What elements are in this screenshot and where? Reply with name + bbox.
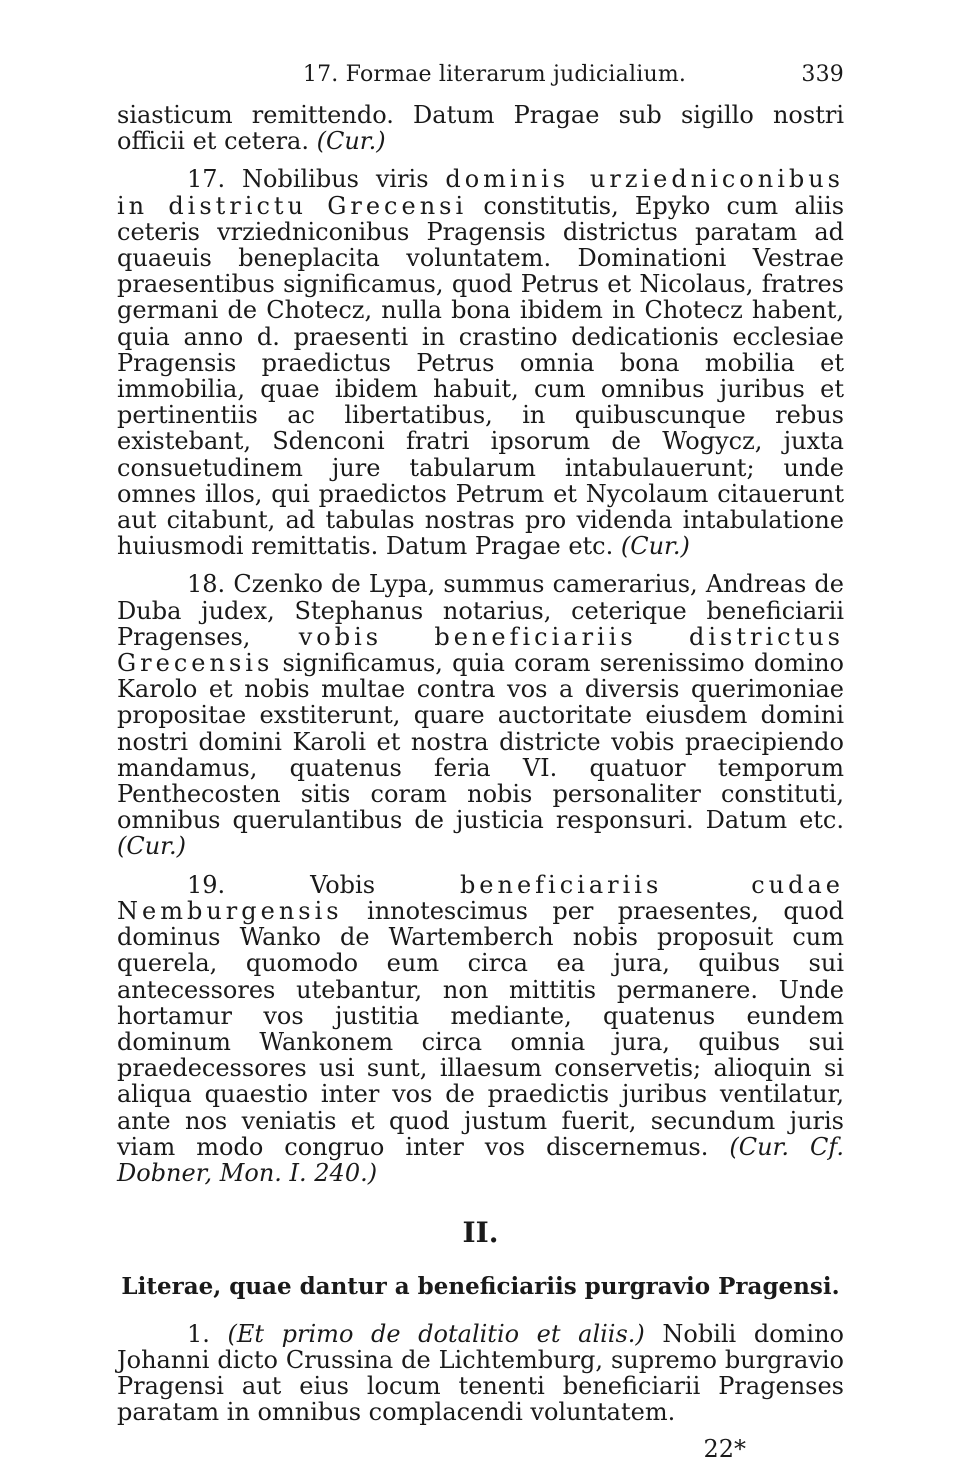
paragraph-1 — [117, 1321, 844, 1426]
citation: (Cur. Cf. Dobner, Mon. I. 240.) — [117, 1132, 844, 1187]
document-page — [117, 62, 844, 1463]
signature-mark: 22* — [703, 1435, 746, 1463]
paragraph-text: Nobilibus viris — [225, 165, 446, 194]
citation: (Cur.) — [117, 832, 187, 861]
section-numeral: II. — [462, 1216, 499, 1250]
citation: (Cur.) — [620, 532, 690, 561]
paragraph-text: innotescimus per praesentes, quod dominus Wanko de Wartemberch nobis proposuit cum querela, quomodo eum circa ea jura, quibus sui antecessores utebantur, non mittitis permanere. Unde hortamur vos justitia mediante, quatenus eundem dominum Wankonem circa omnia jura, quibus sui praedecessores usi sunt, illaesum conservetis; alioquin si aliqua quaestio inter vos de praedictis juribus ventilatur, ante nos veniatis et quod justum fuerit, secundum juris viam modo congruo inter vos discernemus. — [117, 896, 844, 1161]
citation: (Cur.) — [316, 127, 386, 156]
paragraph-text: Vobis — [225, 870, 460, 899]
spaced-addressee: beneficiariis cudae Nemburgensis — [117, 870, 844, 925]
section-heading: Literae, quae dantur a beneficiariis purgravio Pragensi. — [121, 1273, 840, 1301]
paragraph-text: Nobili domino Johanni dicto Crussina de Lichtemburg, supremo burgravio Pragensi aut eius locum tenenti beneficiarii Pragenses paratam in omnibus complacendi voluntatem. — [117, 1319, 844, 1427]
paragraph-18 — [117, 571, 844, 859]
spaced-addressee: vobis beneficiariis districtus Grecensis — [117, 622, 844, 678]
body-text — [117, 102, 844, 1425]
paragraph-text: significamus, quia coram serenissimo domino Karolo et nobis multae contra vos a diversis querimoniae propositae exstiterunt, quare auctoritate eiusdem domini nostri domini Karoli et nostra districte vobis praecipiendo mandamus, quatenus feria VI. quatuor temporum Penthecosten sitis coram nobis personaliter constituti, omnibus querulantibus de justicia responsuri. Datum etc. — [117, 649, 844, 835]
paragraph-number: 17. — [187, 165, 226, 194]
spaced-addressee: dominis urziedniconibus in districtu Grecensi — [117, 165, 844, 220]
running-title: 17. Formae literarum judicialium. — [302, 62, 687, 87]
page-number: 339 — [801, 62, 844, 87]
paragraph-number: 19. — [187, 870, 226, 899]
paragraph-number: 18. — [187, 570, 226, 599]
running-header — [117, 62, 844, 102]
continuation-paragraph — [117, 102, 844, 154]
paragraph-text: Czenko de Lypa, summus camerarius, Andreas de Duba judex, Stephanus notarius, ceterique beneficiarii Pragenses, — [117, 570, 844, 651]
citation: (Et primo de dotalitio et aliis.) — [227, 1319, 645, 1348]
paragraph-text: siasticum remittendo. Datum Pragae sub sigillo nostri officii et cetera. — [117, 101, 844, 156]
paragraph-number: 1. — [187, 1319, 210, 1348]
paragraph-17 — [117, 166, 844, 559]
paragraph-19 — [117, 872, 844, 1186]
paragraph-text: constitutis, Epyko cum aliis ceteris vrziedniconibus Pragensis districtus paratam ad quaeuis beneplacita voluntatem. Dominationi Vestrae praesentibus significamus, quod Petrus et Nicolaus, fratres germani de Chotecz, nulla bona ibidem in Chotecz habent, quia anno d. praesenti in crastino dedicationis ecclesiae Pragensis praedictus Petrus omnia bona mobilia et immobilia, quae ibidem habuit, cum omnibus juribus et pertinentiis ac libertatibus, in quibuscunque rebus existebant, Sdenconi fratri ipsorum de Wogycz, juxta consuetudinem jure tabularum intabulauerunt; unde omnes illos, qui praedictos Petrum et Nycolaum citauerunt aut citabunt, ad tabulas nostras pro videnda intabulatione huiusmodi remittatis. Datum Pragae etc. — [117, 191, 845, 561]
